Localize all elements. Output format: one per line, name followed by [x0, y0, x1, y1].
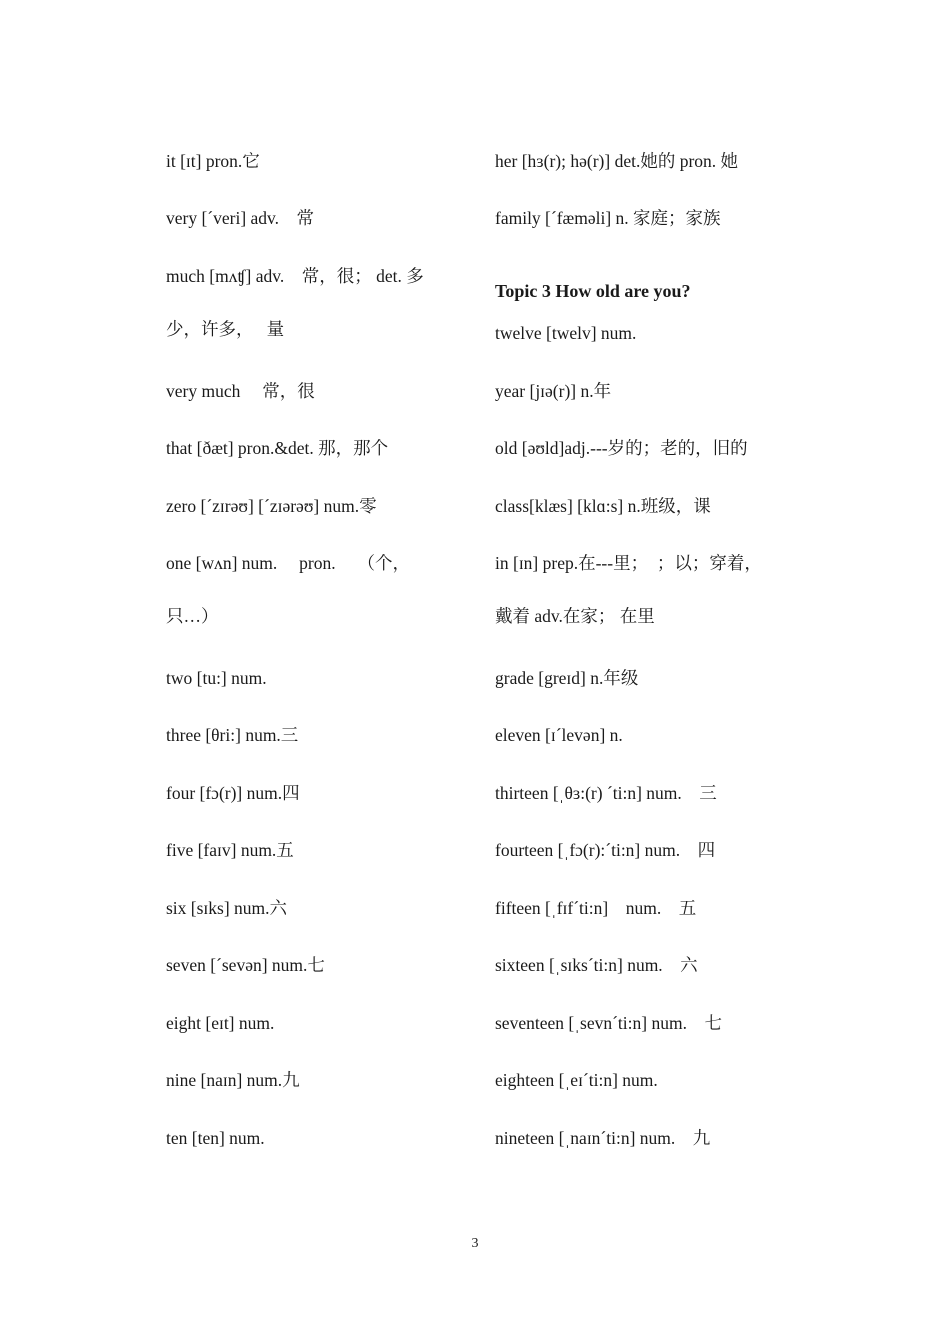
vocab-entry: five [faɪv] num.五 [166, 840, 294, 860]
vocab-entry: very much 常，很 [166, 381, 315, 401]
vocab-entry: eight [eɪt] num. [166, 1013, 275, 1033]
vocab-entry: her [hɜ(r); hə(r)] det.她的 pron. 她 [495, 151, 739, 171]
vocab-entry: it [ɪt] pron.它 [166, 151, 260, 171]
vocab-entry-continuation: 少，许多， 量 [166, 319, 285, 339]
vocab-entry: ten [ten] num. [166, 1128, 265, 1148]
vocab-entry: one [wʌn] num. pron. （个， [166, 553, 410, 573]
topic-heading: Topic 3 How old are you? [495, 281, 691, 301]
vocab-entry: fifteen [ˌfɪf´ti:n] num. 五 [495, 898, 697, 918]
vocab-entry-continuation: 只…） [166, 606, 219, 626]
vocab-entry-continuation: 戴着 adv.在家； 在里 [495, 606, 655, 626]
vocab-entry: old [əʊld]adj.---岁的；老的，旧的 [495, 438, 748, 458]
vocab-entry: zero [´zɪrəʊ] [´zɪərəʊ] num.零 [166, 496, 377, 516]
vocab-entry: thirteen [ˌθɜ:(r) ´ti:n] num. 三 [495, 783, 717, 803]
vocab-entry: much [mʌʧ] adv. 常，很； det. 多 [166, 266, 424, 286]
vocab-entry: in [ɪn] prep.在---里； ；以；穿着， [495, 553, 762, 573]
vocab-entry: nineteen [ˌnaɪn´ti:n] num. 九 [495, 1128, 711, 1148]
page-number: 3 [471, 1236, 479, 1251]
vocab-entry: year [jɪə(r)] n.年 [495, 381, 612, 401]
vocab-entry: twelve [twelv] num. [495, 323, 637, 343]
vocab-entry: four [fɔ(r)] num.四 [166, 783, 300, 803]
vocab-entry: eleven [ɪ´levən] n. [495, 725, 623, 745]
vocab-entry: seventeen [ˌsevn´ti:n] num. 七 [495, 1013, 722, 1033]
vocab-entry: fourteen [ˌfɔ(r):´ti:n] num. 四 [495, 840, 716, 860]
vocab-entry: sixteen [ˌsɪks´ti:n] num. 六 [495, 955, 698, 975]
vocab-entry: six [sɪks] num.六 [166, 898, 288, 918]
vocab-entry: two [tu:] num. [166, 668, 267, 688]
vocab-entry: seven [´sevən] num.七 [166, 955, 325, 975]
vocab-entry: family [´fæməli] n. 家庭；家族 [495, 208, 721, 228]
vocab-entry: very [´veri] adv. 常 [166, 208, 315, 228]
vocab-entry: nine [naɪn] num.九 [166, 1070, 300, 1090]
vocab-entry: class[klæs] [klɑ:s] n.班级，课 [495, 496, 711, 516]
vocab-entry: grade [greɪd] n.年级 [495, 668, 639, 688]
vocab-entry: that [ðæt] pron.&det. 那，那个 [166, 438, 389, 458]
vocab-entry: three [θri:] num.三 [166, 725, 299, 745]
vocab-entry: eighteen [ˌeɪ´ti:n] num. [495, 1070, 658, 1090]
